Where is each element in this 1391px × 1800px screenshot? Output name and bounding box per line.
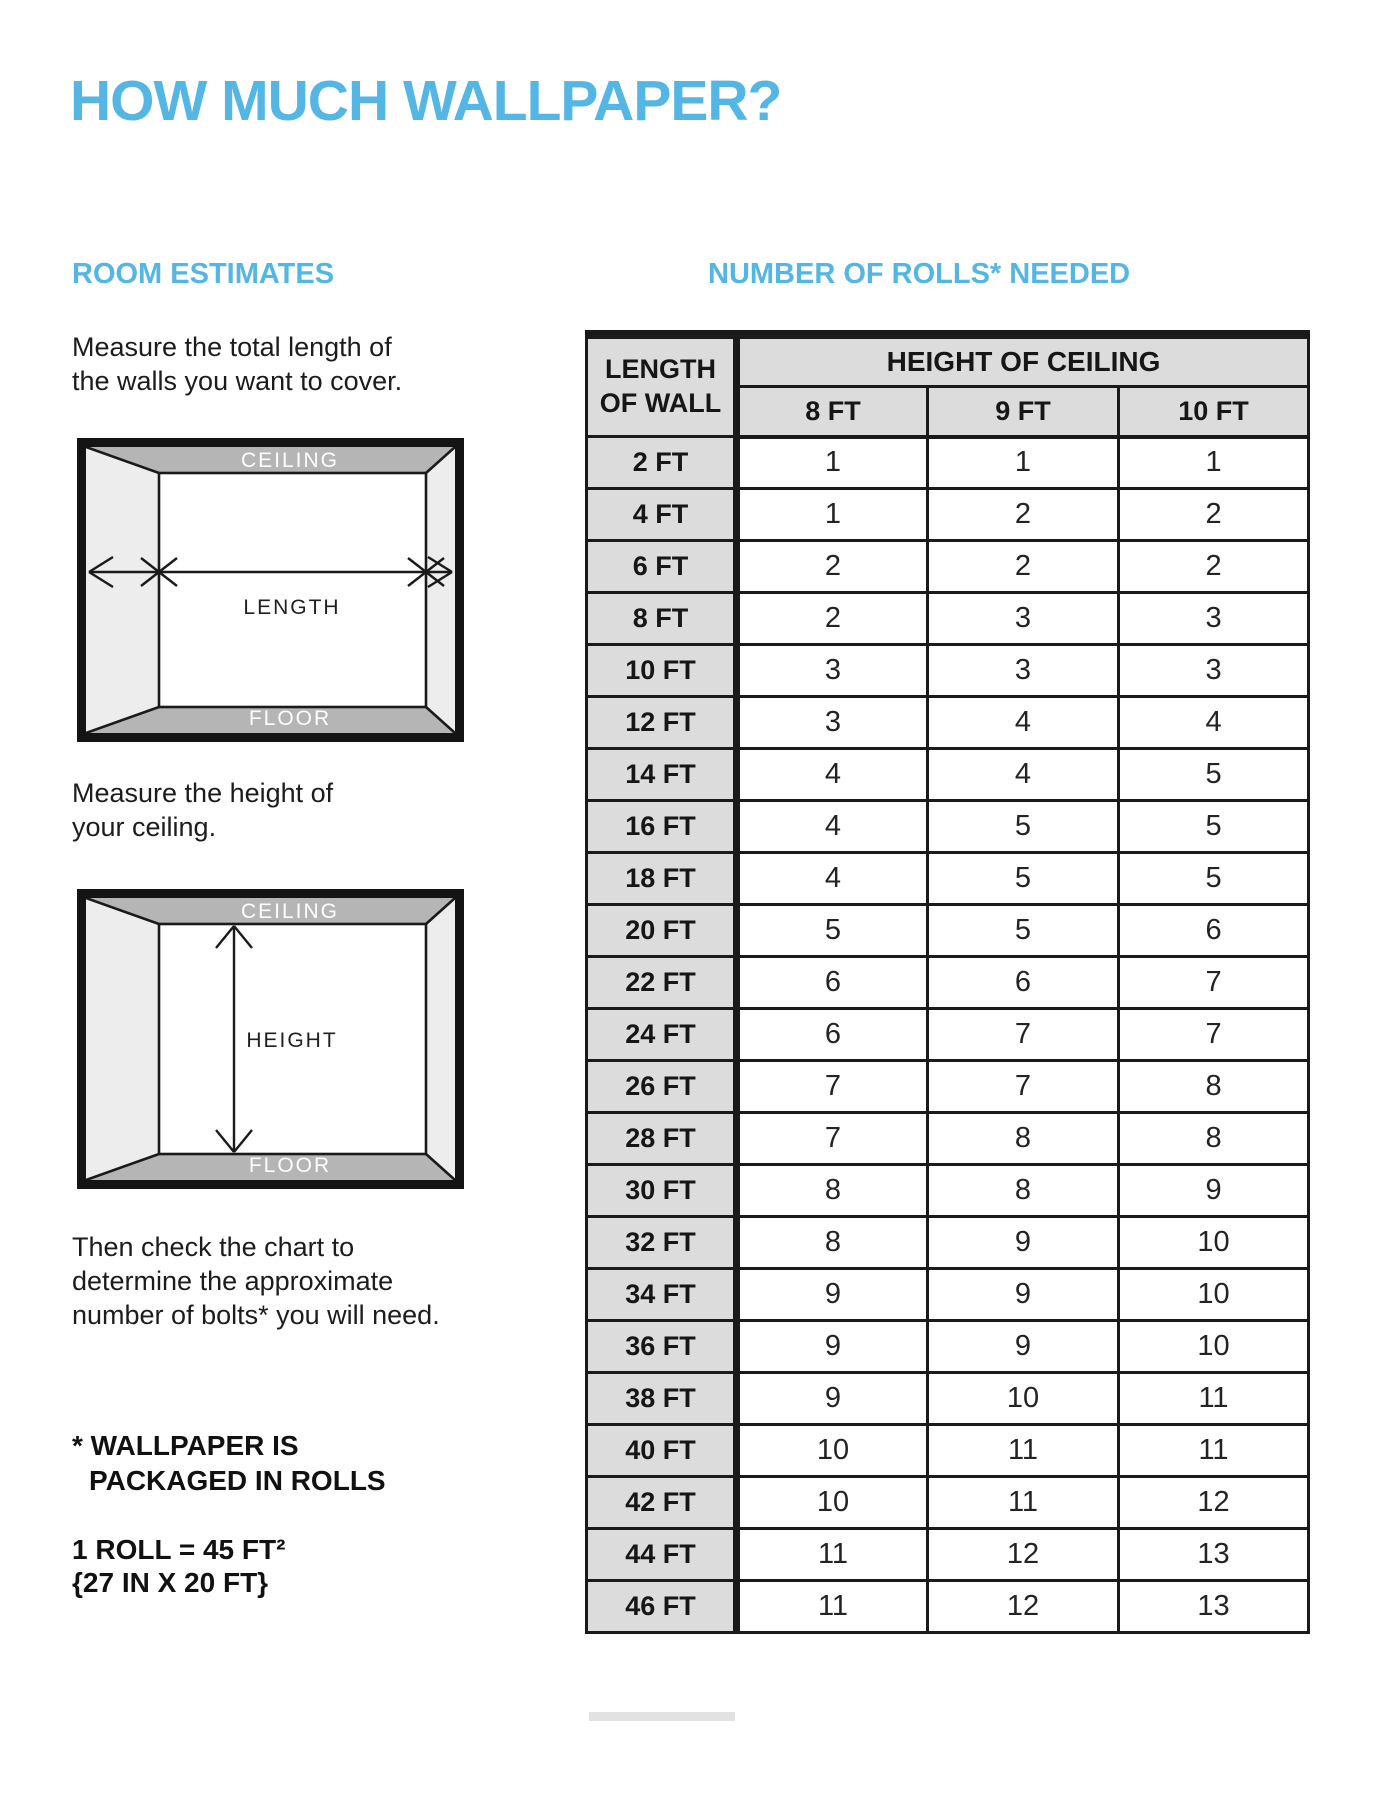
rolls-value-cell: 9	[737, 1269, 928, 1321]
rolls-value-cell: 6	[737, 1009, 928, 1061]
wall-length-cell: 34 FT	[587, 1269, 737, 1321]
rolls-value-cell: 3	[737, 697, 928, 749]
rolls-value-cell: 7	[928, 1009, 1119, 1061]
rolls-value-cell: 4	[928, 697, 1119, 749]
step1-line2: the walls you want to cover.	[72, 366, 403, 396]
rolls-value-cell: 1	[737, 489, 928, 541]
rolls-value-cell: 1	[737, 437, 928, 489]
rolls-value-cell: 8	[737, 1165, 928, 1217]
rolls-needed-heading: NUMBER OF ROLLS* NEEDED	[708, 258, 1131, 290]
rolls-value-cell: 12	[1119, 1477, 1309, 1529]
table-row	[587, 905, 1309, 957]
wall-length-cell: 36 FT	[587, 1321, 737, 1373]
rolls-value-cell: 5	[1119, 749, 1309, 801]
table-row	[587, 801, 1309, 853]
wall-length-cell: 8 FT	[587, 593, 737, 645]
wall-length-cell: 46 FT	[587, 1581, 737, 1633]
step1-line1: Measure the total length of	[72, 332, 392, 362]
wall-length-cell: 10 FT	[587, 645, 737, 697]
wall-length-cell: 40 FT	[587, 1425, 737, 1477]
rolls-value-cell: 4	[737, 853, 928, 905]
rolls-value-cell: 11	[1119, 1373, 1309, 1425]
table-header-row	[587, 335, 1309, 387]
length-label: LENGTH	[243, 596, 341, 619]
rolls-value-cell: 3	[1119, 645, 1309, 697]
wall-length-cell: 22 FT	[587, 957, 737, 1009]
rolls-value-cell: 7	[1119, 957, 1309, 1009]
wall-length-cell: 30 FT	[587, 1165, 737, 1217]
table-row	[587, 1373, 1309, 1425]
rolls-value-cell: 10	[737, 1477, 928, 1529]
rolls-value-cell: 4	[737, 801, 928, 853]
column-header-9ft: 9 FT	[928, 387, 1119, 437]
room-estimates-heading: ROOM ESTIMATES	[72, 258, 335, 290]
table-row	[587, 1529, 1309, 1581]
height-label: HEIGHT	[246, 1029, 338, 1052]
rolls-value-cell: 9	[928, 1321, 1119, 1373]
rolls-value-cell: 11	[1119, 1425, 1309, 1477]
length-of-wall-header-line1: LENGTH	[605, 354, 716, 385]
wall-length-cell: 18 FT	[587, 853, 737, 905]
rolls-value-cell: 2	[928, 541, 1119, 593]
wall-length-cell: 44 FT	[587, 1529, 737, 1581]
table-row	[587, 697, 1309, 749]
wall-length-cell: 2 FT	[587, 437, 737, 489]
table-row	[587, 1581, 1309, 1633]
floor-label: FLOOR	[248, 707, 332, 730]
rolls-value-cell: 2	[737, 541, 928, 593]
rolls-value-cell: 3	[737, 645, 928, 697]
rolls-value-cell: 6	[928, 957, 1119, 1009]
rolls-value-cell: 4	[1119, 697, 1309, 749]
left-wall-face	[86, 898, 159, 1180]
rolls-value-cell: 7	[737, 1113, 928, 1165]
rolls-value-cell: 9	[737, 1373, 928, 1425]
rolls-value-cell: 7	[928, 1061, 1119, 1113]
step2-instruction	[72, 776, 333, 844]
rolls-value-cell: 10	[928, 1373, 1119, 1425]
rolls-value-cell: 1	[1119, 437, 1309, 489]
footnote-line1: * WALLPAPER IS	[72, 1430, 299, 1461]
rolls-value-cell: 2	[1119, 541, 1309, 593]
rolls-value-cell: 2	[1119, 489, 1309, 541]
rolls-value-cell: 5	[1119, 853, 1309, 905]
step2-line1: Measure the height of	[72, 778, 334, 808]
rolls-value-cell: 9	[928, 1217, 1119, 1269]
rolls-value-cell: 8	[928, 1165, 1119, 1217]
rolls-value-cell: 3	[928, 593, 1119, 645]
wall-length-cell: 20 FT	[587, 905, 737, 957]
wall-length-cell: 6 FT	[587, 541, 737, 593]
rolls-value-cell: 13	[1119, 1529, 1309, 1581]
table-bottom-shadow	[589, 1712, 735, 1721]
table-row	[587, 957, 1309, 1009]
rolls-value-cell: 10	[1119, 1321, 1309, 1373]
table-row	[587, 749, 1309, 801]
rolls-value-cell: 5	[928, 905, 1119, 957]
table-row	[587, 1269, 1309, 1321]
wall-length-cell: 24 FT	[587, 1009, 737, 1061]
rolls-value-cell: 13	[1119, 1581, 1309, 1633]
rolls-value-cell: 5	[1119, 801, 1309, 853]
wallpaper-rolls-footnote	[72, 1428, 386, 1498]
column-header-8ft: 8 FT	[737, 387, 928, 437]
rolls-value-cell: 11	[737, 1581, 928, 1633]
table-row	[587, 1009, 1309, 1061]
table-row	[587, 1321, 1309, 1373]
wall-length-cell: 32 FT	[587, 1217, 737, 1269]
page-title: HOW MUCH WALLPAPER?	[70, 69, 782, 133]
roll-size-line2: {27 IN X 20 FT}	[72, 1567, 269, 1598]
step2-line2: your ceiling.	[72, 812, 217, 842]
table-row	[587, 541, 1309, 593]
table-row	[587, 489, 1309, 541]
table-row	[587, 1477, 1309, 1529]
right-wall-face	[426, 447, 455, 733]
right-wall-face	[426, 898, 455, 1180]
rolls-value-cell: 5	[928, 801, 1119, 853]
length-of-wall-header	[587, 335, 737, 437]
back-wall-face	[159, 473, 426, 707]
rolls-value-cell: 4	[737, 749, 928, 801]
ceiling-label: CEILING	[240, 900, 340, 923]
footnote-line2: PACKAGED IN ROLLS	[89, 1465, 386, 1496]
ceiling-label: CEILING	[240, 449, 340, 472]
rolls-value-cell: 8	[737, 1217, 928, 1269]
room-height-diagram-svg	[86, 898, 455, 1180]
rolls-value-cell: 11	[928, 1477, 1119, 1529]
left-wall-face	[86, 447, 159, 733]
floor-label: FLOOR	[248, 1154, 332, 1177]
roll-size-line1: 1 ROLL = 45 FT²	[72, 1534, 286, 1565]
table-row	[587, 1061, 1309, 1113]
wall-length-cell: 14 FT	[587, 749, 737, 801]
rolls-value-cell: 3	[1119, 593, 1309, 645]
room-length-diagram-svg	[86, 447, 455, 733]
column-header-10ft: 10 FT	[1119, 387, 1309, 437]
height-of-ceiling-header: HEIGHT OF CEILING	[737, 335, 1309, 387]
rolls-table-body	[587, 437, 1309, 1633]
step3-line1: Then check the chart to	[72, 1232, 355, 1262]
room-height-diagram	[77, 889, 464, 1189]
rolls-value-cell: 7	[1119, 1009, 1309, 1061]
table-row	[587, 853, 1309, 905]
table-row	[587, 645, 1309, 697]
rolls-value-cell: 6	[1119, 905, 1309, 957]
rolls-table	[585, 330, 1310, 1634]
wall-length-cell: 4 FT	[587, 489, 737, 541]
rolls-value-cell: 8	[928, 1113, 1119, 1165]
table-row	[587, 1113, 1309, 1165]
rolls-value-cell: 8	[1119, 1113, 1309, 1165]
length-of-wall-header-line2: OF WALL	[599, 388, 722, 418]
step1-instruction	[72, 330, 402, 398]
rolls-value-cell: 8	[1119, 1061, 1309, 1113]
rolls-value-cell: 10	[737, 1425, 928, 1477]
rolls-value-cell: 9	[928, 1269, 1119, 1321]
table-row	[587, 1217, 1309, 1269]
rolls-value-cell: 5	[737, 905, 928, 957]
rolls-value-cell: 1	[928, 437, 1119, 489]
rolls-value-cell: 7	[737, 1061, 928, 1113]
wall-length-cell: 26 FT	[587, 1061, 737, 1113]
table-row	[587, 593, 1309, 645]
rolls-value-cell: 11	[737, 1529, 928, 1581]
rolls-value-cell: 10	[1119, 1269, 1309, 1321]
step3-line2: determine the approximate	[72, 1266, 394, 1296]
rolls-value-cell: 3	[928, 645, 1119, 697]
rolls-value-cell: 2	[928, 489, 1119, 541]
rolls-value-cell: 9	[737, 1321, 928, 1373]
step3-instruction	[72, 1230, 440, 1332]
step3-line3: number of bolts* you will need.	[72, 1300, 440, 1330]
room-length-diagram	[77, 438, 464, 742]
rolls-value-cell: 11	[928, 1425, 1119, 1477]
wall-length-cell: 28 FT	[587, 1113, 737, 1165]
wall-length-cell: 42 FT	[587, 1477, 737, 1529]
rolls-value-cell: 5	[928, 853, 1119, 905]
rolls-value-cell: 12	[928, 1581, 1119, 1633]
rolls-value-cell: 4	[928, 749, 1119, 801]
table-row	[587, 1425, 1309, 1477]
rolls-value-cell: 9	[1119, 1165, 1309, 1217]
table-row	[587, 1165, 1309, 1217]
wall-length-cell: 38 FT	[587, 1373, 737, 1425]
rolls-value-cell: 12	[928, 1529, 1119, 1581]
wall-length-cell: 16 FT	[587, 801, 737, 853]
roll-size-note	[72, 1533, 285, 1599]
rolls-value-cell: 2	[737, 593, 928, 645]
rolls-value-cell: 10	[1119, 1217, 1309, 1269]
table-row	[587, 437, 1309, 489]
wall-length-cell: 12 FT	[587, 697, 737, 749]
rolls-value-cell: 6	[737, 957, 928, 1009]
